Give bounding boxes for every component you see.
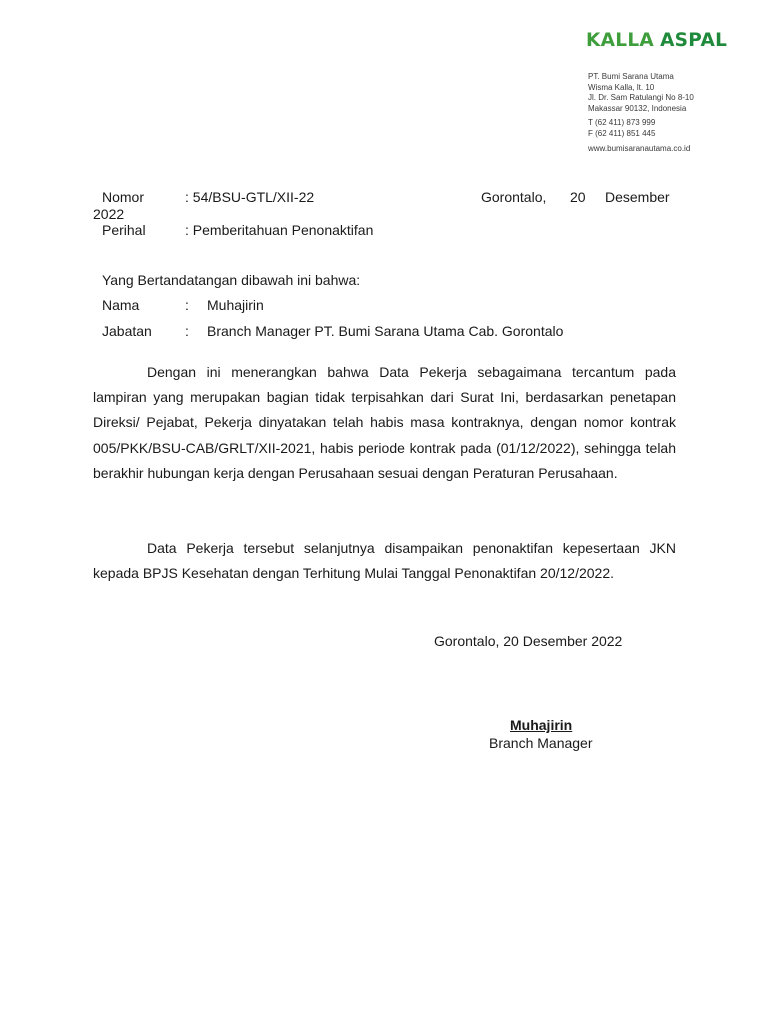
company-logo [586, 28, 727, 52]
closing-place-date: Gorontalo, 20 Desember 2022 [434, 633, 623, 649]
signatory-intro: Yang Bertandatangan dibawah ini bahwa: [102, 272, 361, 288]
date-place: Gorontalo, [481, 189, 547, 205]
nomor-label: Nomor [102, 189, 145, 205]
body-paragraph-2-text: Data Pekerja tersebut selanjutnya disampaikan penonaktifan kepesertaan JKN kepada BPJS Kesehatan dengan Terhitung Mulai Tanggal Penonaktifan 20/12/2022. [93, 540, 676, 582]
nomor-value: : 54/BSU-GTL/XII-22 [185, 189, 315, 205]
signer-title: Branch Manager [489, 735, 593, 751]
nama-value: Muhajirin [207, 297, 264, 313]
date-year: 2022 [93, 206, 125, 222]
date-month: Desember [605, 189, 670, 205]
jabatan-value: Branch Manager PT. Bumi Sarana Utama Cab. Gorontalo [207, 323, 564, 339]
company-name: PT. Bumi Sarana Utama [588, 72, 674, 81]
jabatan-label: Jabatan [102, 323, 152, 339]
body-paragraph-2 [93, 536, 676, 586]
phone-number: T (62 411) 873 999 [588, 118, 656, 128]
nama-label: Nama [102, 297, 140, 313]
website-link[interactable]: www.bumisaranautama.co.id [588, 143, 691, 153]
nama-colon: : [185, 297, 189, 313]
body-paragraph-1 [93, 360, 676, 486]
signer-name: Muhajirin [510, 717, 573, 733]
perihal-label: Perihal [102, 222, 146, 238]
address-line-2: Jl. Dr. Sam Ratulangi No 8-10 [588, 93, 694, 103]
letterhead-address [588, 72, 694, 154]
logo-primary-text: KALLA [586, 29, 655, 51]
address-line-1: Wisma Kalla, lt. 10 [588, 82, 655, 92]
jabatan-colon: : [185, 323, 189, 339]
body-paragraph-1-text: Dengan ini menerangkan bahwa Data Pekerja sebagaimana tercantum pada lampiran yang merupakan bagian tidak terpisahkan dari Surat Ini, berdasarkan penetapan Direksi/ Pejabat, Pekerja dinyatakan telah habis masa kontraknya, dengan nomor kontrak 005/PKK/BSU-CAB/GRLT/XII-2021, habis periode kontrak pada (01/12/2022), sehingga telah berakhir hubungan kerja dengan Perusahaan sesuai dengan Peraturan Perusahaan. [93, 364, 676, 481]
perihal-value: : Pemberitahuan Penonaktifan [185, 222, 374, 238]
address-line-3: Makassar 90132, Indonesia [588, 103, 687, 113]
fax-number: F (62 411) 851 445 [588, 128, 656, 138]
logo-secondary-text: ASPAL [660, 29, 728, 51]
date-day: 20 [570, 189, 586, 205]
